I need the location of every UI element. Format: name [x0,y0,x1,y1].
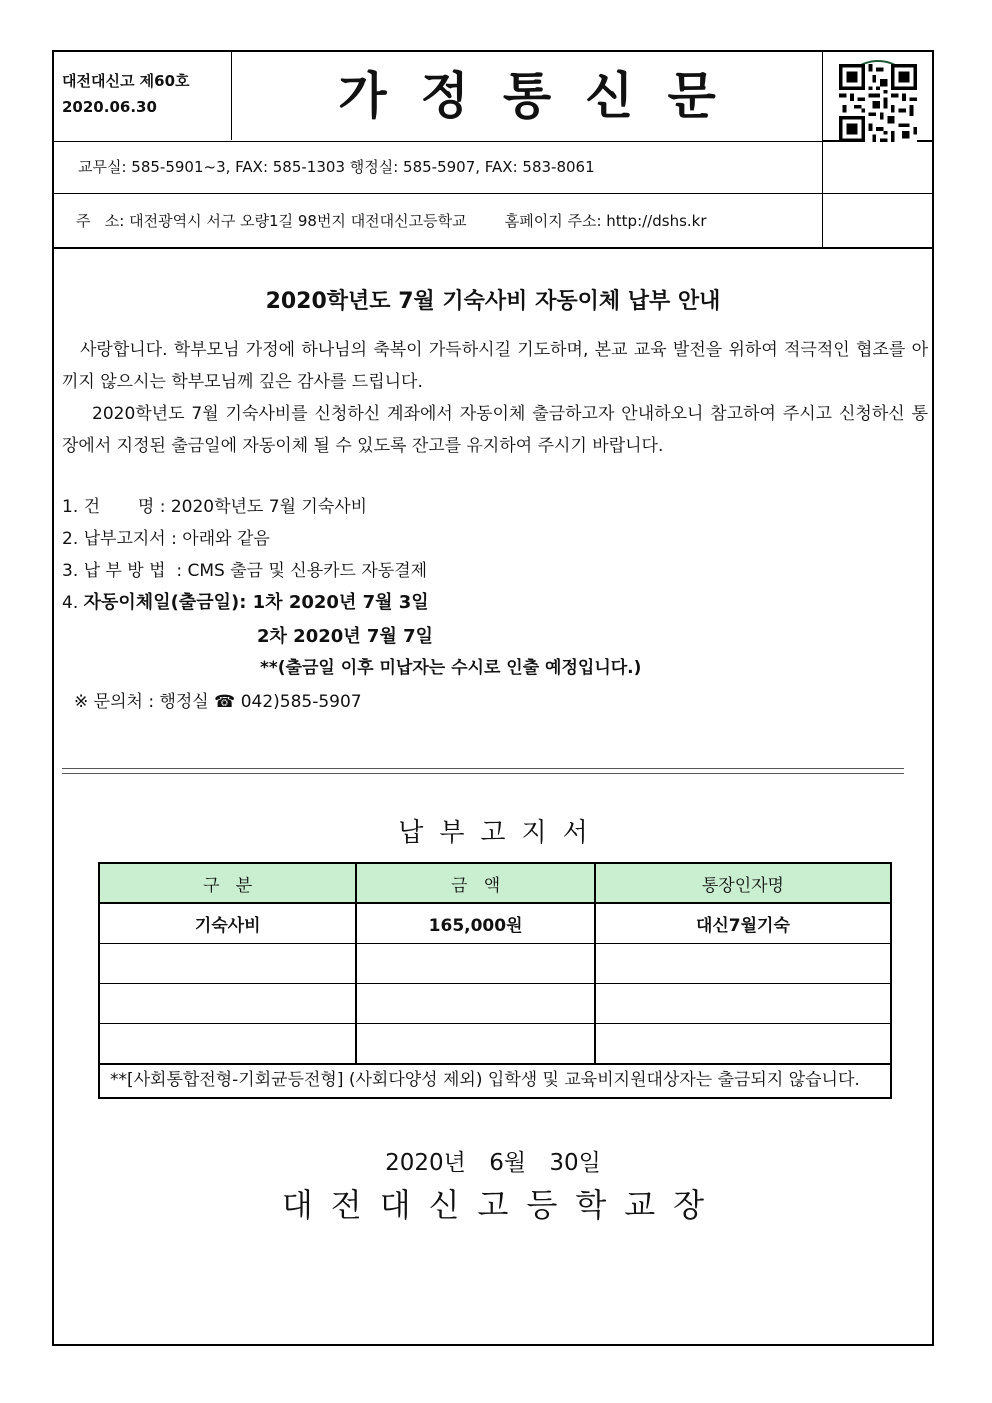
payment-slip-table [98,862,892,1099]
table-header-row [99,863,891,903]
cell-amount: 165,000원 [356,903,595,944]
table-note-row [99,1064,891,1098]
address-row [54,194,932,249]
table-row [99,903,891,944]
item-number: 4. [62,593,79,613]
notice-paragraph-1: 사랑합니다. 학부모님 가정에 하나님의 축복이 가득하시길 기도하며, 본교 교육 발전을 위하여 적극적인 협조를 아끼지 않으시는 학부모님께 깊은 감사를 드립니다. [62,340,928,392]
page-title: 가정통신문 [338,67,750,125]
notice-paragraph-2: 2020학년도 7월 기숙사비를 신청하신 계좌에서 자동이체 출금하고자 안내하오니 참고하여 주시고 신청하신 통장에서 지정된 출금일에 자동이체 될 수 있도록 잔고를 유지하여 주시기 바랍니다. [62,404,928,456]
contact-info: 교무실: 585-5901~3, FAX: 585-1303 행정실: 585-5907, FAX: 583-8061 [78,158,595,176]
column-category: 구 분 [99,863,356,903]
table-row [99,984,891,1024]
cell-account-name: 대신7월기숙 [595,903,891,944]
inquiry-info: ※ 문의처 : 행정실 ☎ 042)585-5907 [74,692,362,712]
logo-cell [822,52,934,248]
item-method: 3. 납 부 방 법 : CMS 출금 및 신용카드 자동결제 [62,561,428,581]
issue-number: 대전대신고 제60호 [62,72,190,90]
column-account-name: 통장인자명 [595,863,891,903]
issue-date-footer: 2020년 6월 30일 [385,1150,601,1176]
table-row [99,944,891,984]
item-subject: 1. 건 명 : 2020학년도 7월 기숙사비 [62,497,368,517]
issue-date: 2020.06.30 [62,98,157,116]
qr-code-icon[interactable] [839,64,917,142]
contact-row [54,142,932,194]
header-top-row [54,52,932,142]
address-info: 주 소: 대전광역시 서구 오량1길 98번지 대전대신고등학교 홈페이지 주소: http://dshs.kr [76,212,707,230]
document-frame [52,50,934,1346]
transfer-date-first: 자동이체일(출금일): 1차 2020년 7월 3일 [83,592,429,613]
item-transfer-date [62,591,429,615]
notice-heading: 2020학년도 7월 기숙사비 자동이체 납부 안내 [265,289,721,314]
divider-line [62,768,904,774]
column-amount: 금 액 [356,863,595,903]
principal-signature: 대전대신고등학교장 [281,1186,723,1224]
cell-category: 기숙사비 [99,903,356,944]
slip-note: **[사회통합전형-기회균등전형] (사회다양성 제외) 입학생 및 교육비지원대상자는 출금되지 않습니다. [99,1064,891,1098]
transfer-date-second: 2차 2020년 7월 7일 [257,626,434,647]
item-bill: 2. 납부고지서 : 아래와 같음 [62,529,270,549]
transfer-note: **(출금일 이후 미납자는 수시로 인출 예정입니다.) [260,658,642,678]
table-row [99,1024,891,1065]
issue-info [54,52,232,140]
slip-title: 납부고지서 [398,818,604,848]
